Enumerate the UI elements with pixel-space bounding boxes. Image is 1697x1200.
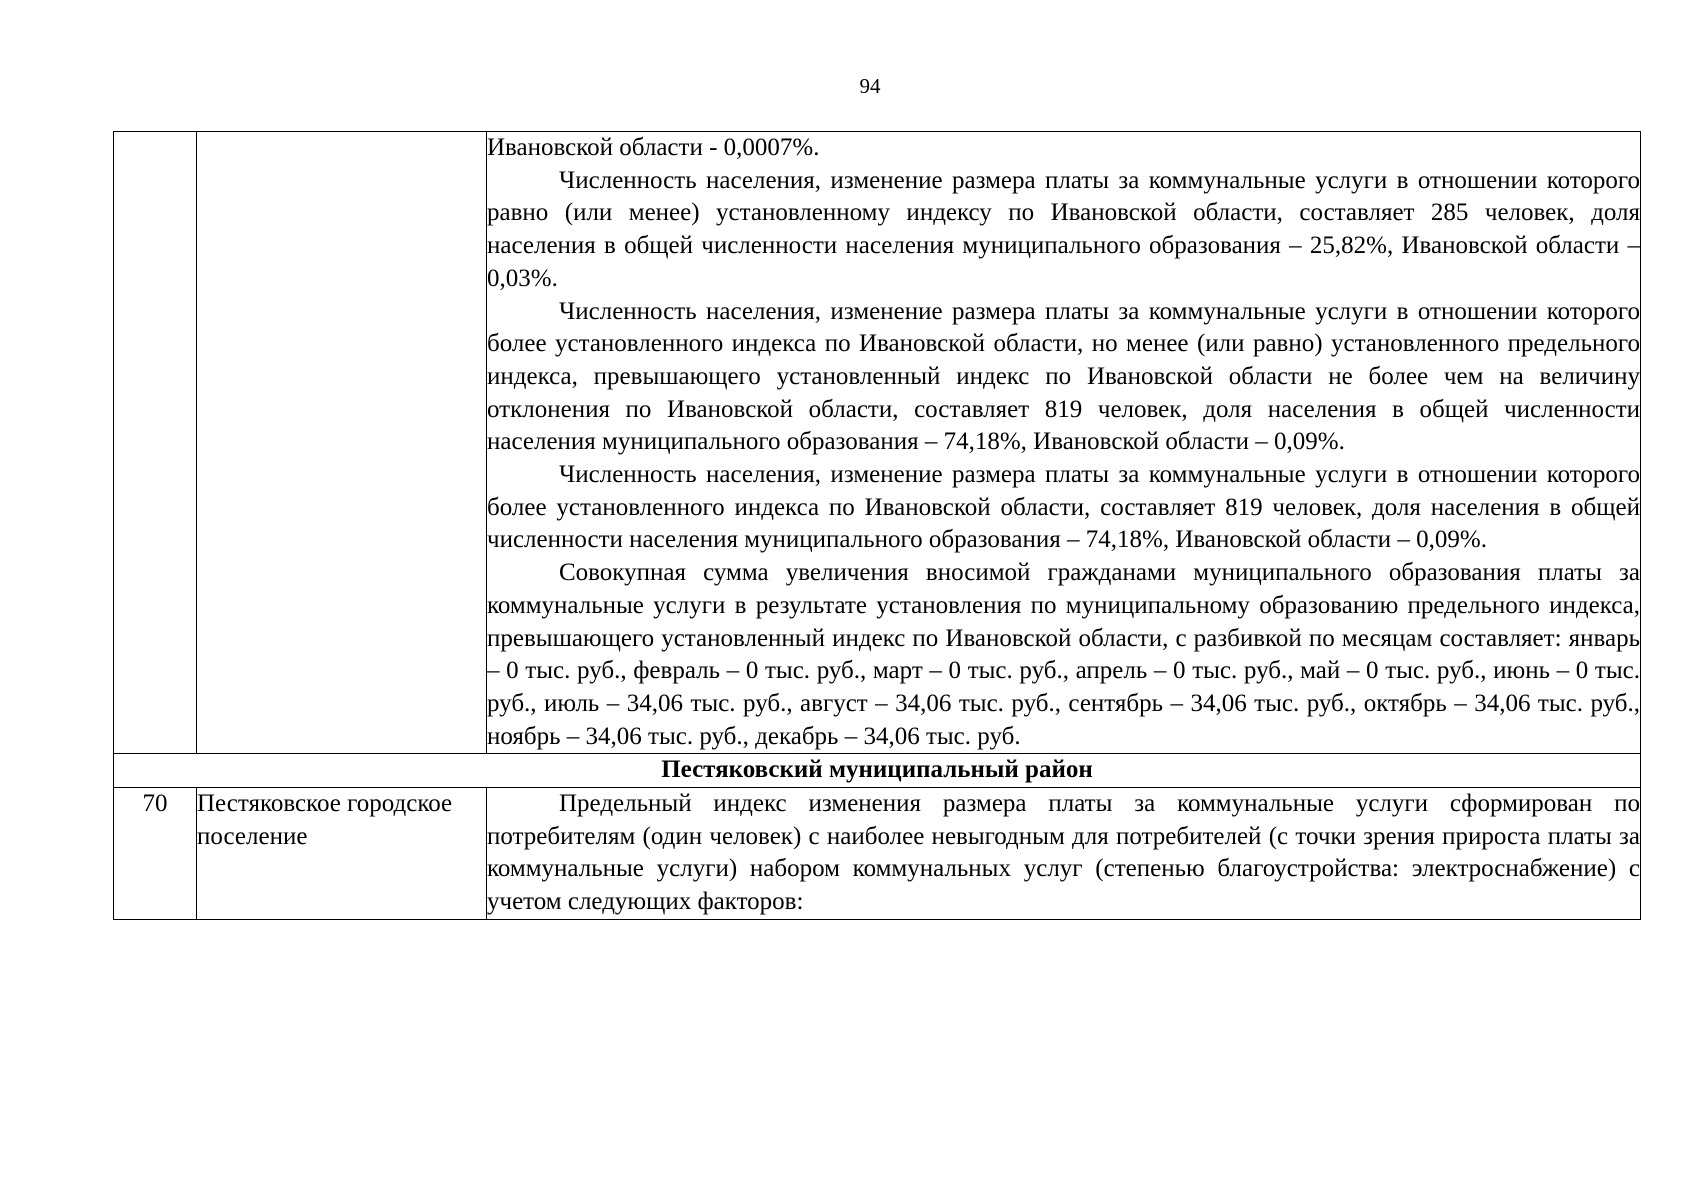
paragraph-population-equal-index: Численность населения, изменение размера платы за коммунальные услуги в отношении которого равно (или менее) установленному индексу по Ивановской области, составляет 285 человек, доля населения в общей численности населения муниципального образования – 25,82%, Ивановской области – 0,03%. — [487, 166, 1640, 292]
description-cell — [487, 132, 1641, 754]
row-number-cell — [114, 132, 197, 754]
section-heading: Пестяковский муниципальный район — [114, 754, 1641, 788]
paragraph-monthly-increase: Совокупная сумма увеличения вносимой гражданами муниципального образования платы за коммунальные услуги в результате установления по муниципальному образованию предельного индекса, превышающего установленный индекс по Ивановской области, с разбивкой по месяцам составляет: январь – 0 тыс. руб., февраль – 0 тыс. руб., март – 0 тыс. руб., апрель – 0 тыс. руб., май – 0 тыс. руб., июнь – 0 тыс. руб., июль – 34,06 тыс. руб., август – 34,06 тыс. руб., сентябрь – 34,06 тыс. руб., октябрь – 34,06 тыс. руб., ноябрь – 34,06 тыс. руб., декабрь – 34,06 тыс. руб. — [487, 559, 1640, 750]
municipality-name-cell: Пестяковское городское поселение — [197, 788, 487, 920]
paragraph-index-formation: Предельный индекс изменения размера платы за коммунальные услуги сформирован по потребителям (один человек) с наиболее невыгодным для потребителей (с точки зрения прироста платы за коммунальные услуги) набором коммунальных услуг (степенью благоустройства: электроснабжение) с учетом следующих факторов: — [487, 790, 1640, 916]
row-number-cell: 70 — [114, 788, 197, 920]
section-row — [114, 754, 1641, 788]
page-number: 94 — [859, 74, 881, 98]
table-row — [114, 788, 1641, 920]
paragraph-share-tail: Ивановской области - 0,0007%. — [487, 134, 820, 161]
paragraph-population-above-index: Численность населения, изменение размера платы за коммунальные услуги в отношении которого более установленного индекса по Ивановской области, составляет 819 человек, доля населения в общей численности населения муниципального образования – 74,18%, Ивановской области – 0,09%. — [487, 461, 1640, 554]
description-cell — [487, 788, 1641, 920]
paragraph-population-within-limit: Численность населения, изменение размера платы за коммунальные услуги в отношении которого более установленного индекса по Ивановской области, но менее (или равно) установленного предельного индекса, превышающего установленный индекс по Ивановской области не более чем на величину отклонения по Ивановской области, составляет 819 человек, доля населения в общей численности населения муниципального образования – 74,18%, Ивановской области – 0,09%. — [487, 297, 1640, 456]
index-table — [113, 131, 1641, 920]
table-row — [114, 132, 1641, 754]
municipality-name-cell — [197, 132, 487, 754]
